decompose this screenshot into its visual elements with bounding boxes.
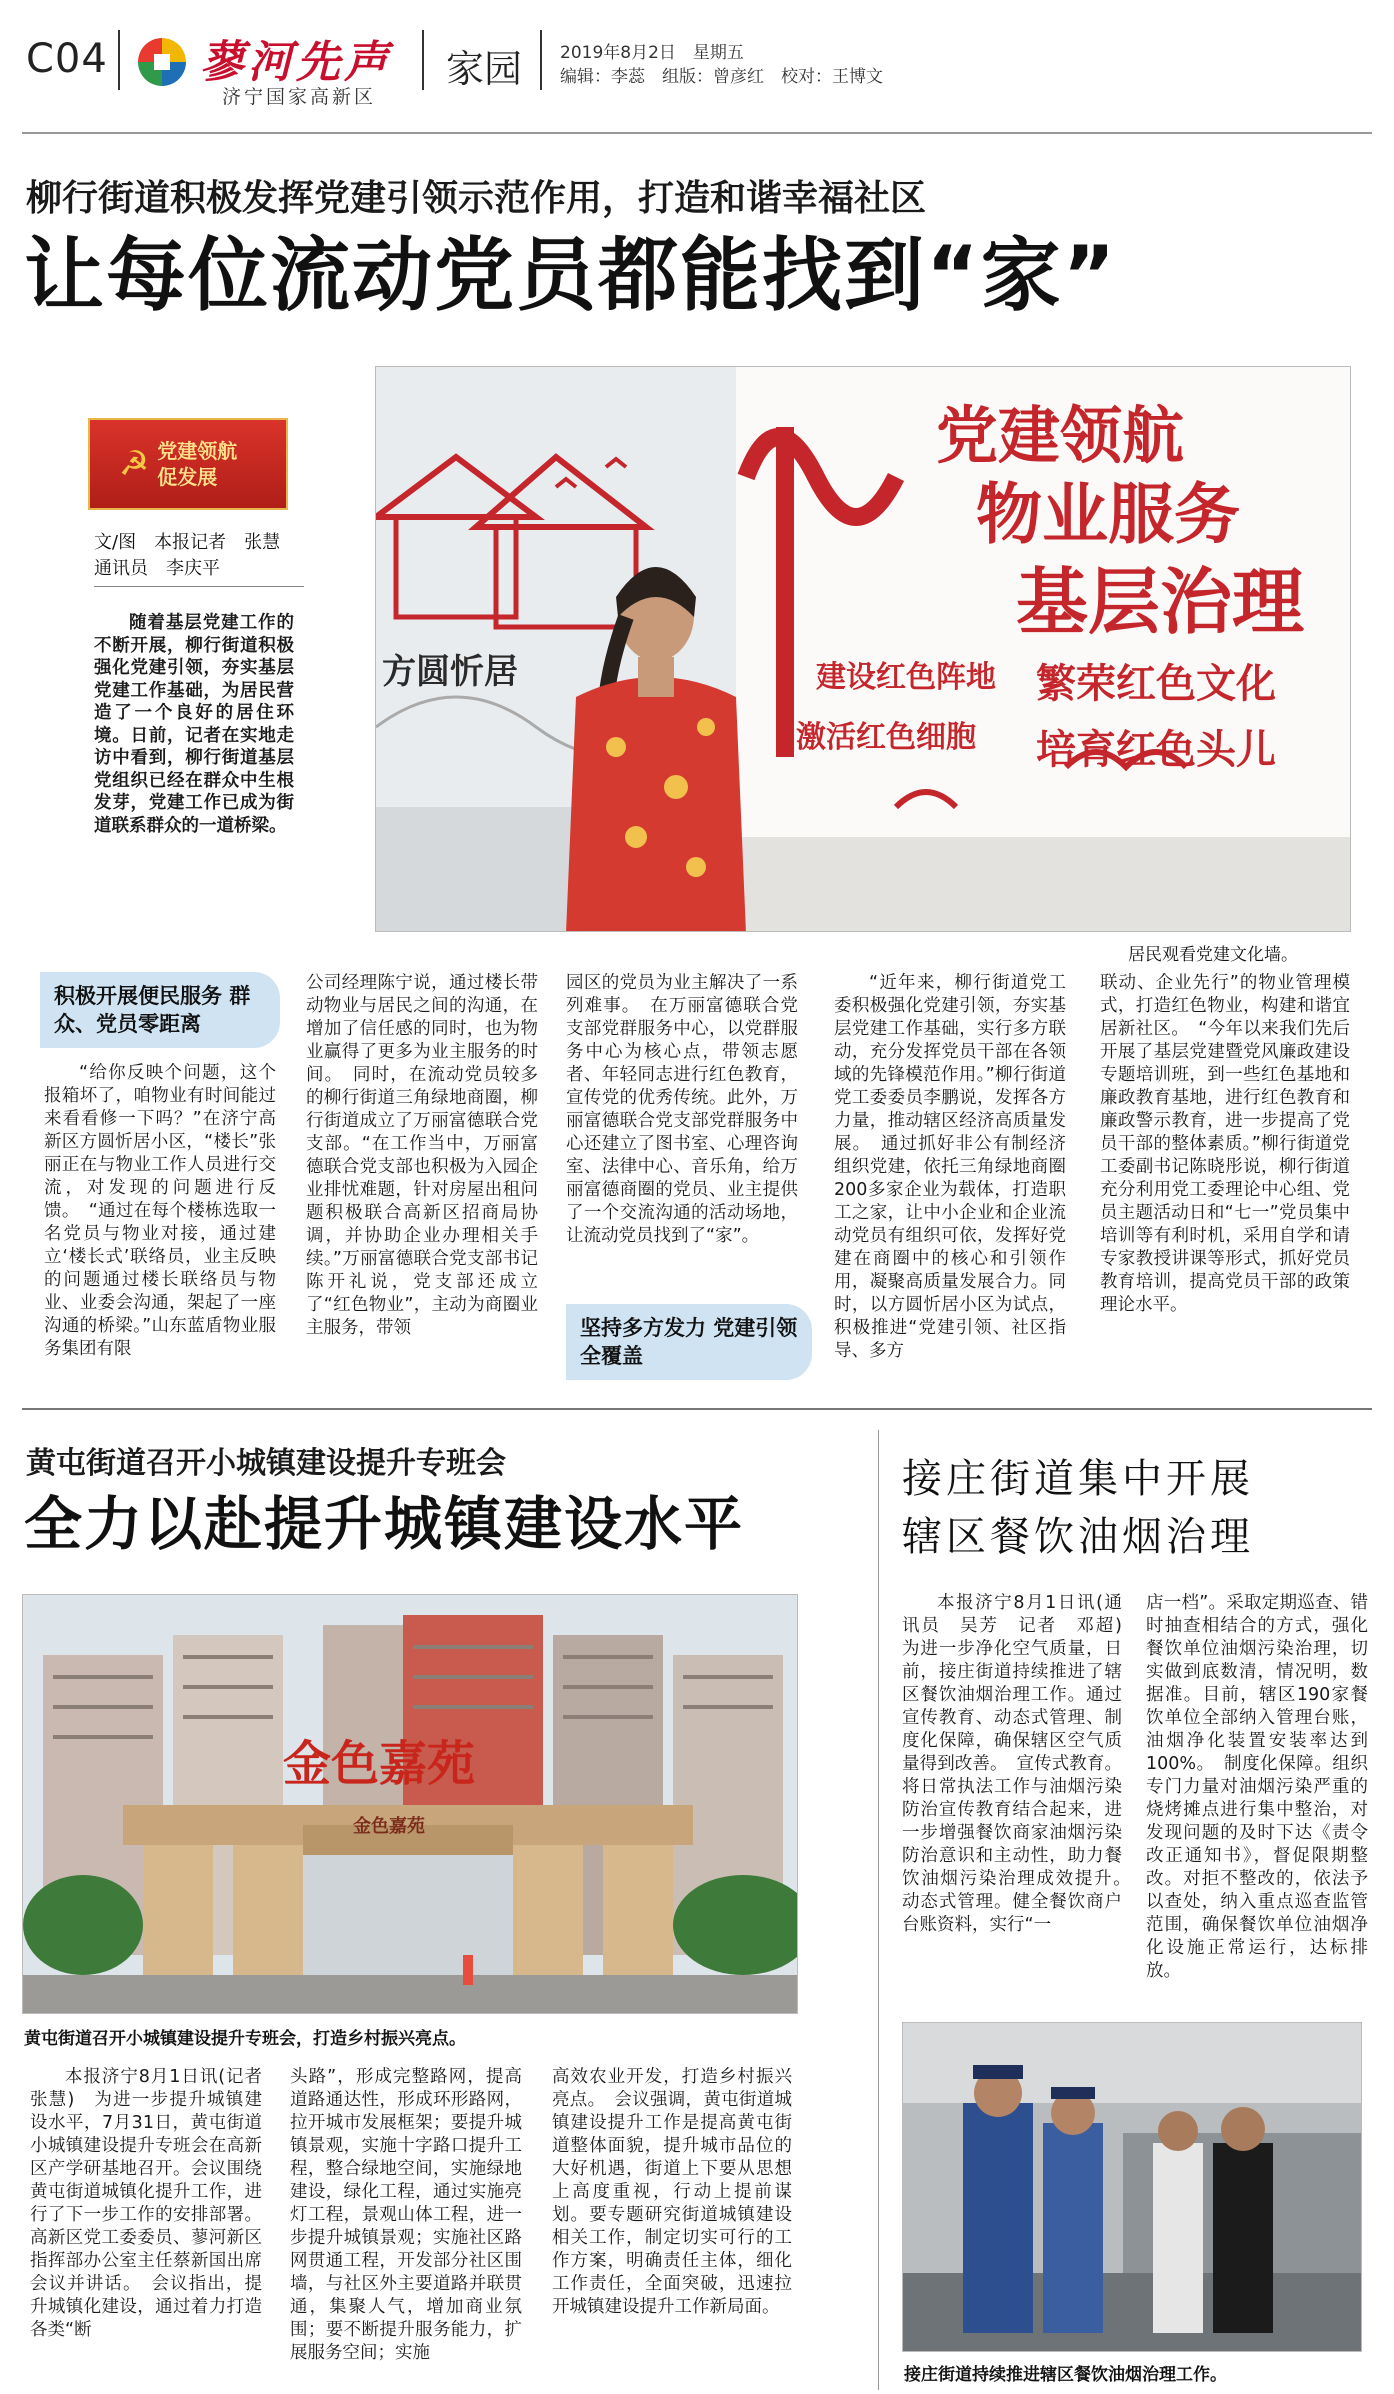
col-text: 店一档”。采取定期巡查、错时抽查相结合的方式，强化餐饮单位油烟污染治理，切实做到底数清，情况明，数据准。目前，辖区190家餐饮单位全部纳入管理台账，油烟净化装置安装率达到100%。 制度化保障。组织专门力量对油烟污染严重的烧烤摊点进行集中整治，对发现问题的及时下达《责令改正通知书》，督促限期整改。对拒不整改的，依法予以查处，纳入重点巡查监管范围，确保餐饮单位油烟净化设施正常运行，达标排放。 [1146, 1593, 1368, 1981]
column-divider [878, 1430, 879, 2390]
newspaper-sub: 济宁国家高新区 [222, 86, 377, 108]
article3-photo-caption: 接庄街道持续推进辖区餐饮油烟治理工作。 [904, 2365, 1227, 2385]
article2-col3 [552, 2066, 792, 2319]
wall-slogan4: 培育红色头儿 [1036, 727, 1276, 773]
wall-slogan3: 激活红色细胞 [796, 720, 976, 755]
article2-kicker: 黄屯街道召开小城镇建设提升专班会 [26, 1446, 506, 1481]
article1-col4 [834, 972, 1066, 1363]
article1-subhead1: 积极开展便民服务 群众、党员零距离 [40, 972, 280, 1048]
photo-party-wall [376, 367, 1351, 932]
article1-col1 [44, 1062, 276, 1361]
headline-line2: 辖区餐饮油烟治理 [902, 1514, 1254, 1560]
article2-headline: 全力以赴提升城镇建设水平 [24, 1490, 745, 1558]
wall-line2: 物业服务 [976, 476, 1240, 553]
article1-col3 [566, 972, 798, 1248]
article1-kicker: 柳行街道积极发挥党建引领示范作用，打造和谐幸福社区 [26, 178, 927, 219]
column-badge [88, 418, 288, 510]
newspaper-brand: 蓼河先声 [200, 37, 392, 88]
col-text: 本报济宁8月1日讯(通讯员 吴芳 记者 邓超) 为进一步净化空气质量，日前，接庄街道持续推进了辖区餐饮油烟治理工作。通过宣传教育、动态式管理、制度化保障，确保辖区空气质量得到改善。 宣传式教育。将日常执法工作与油烟污染防治宣传教育结合起来，进一步增强餐饮商家油烟污染防治意识和主动性，助力餐饮油烟污染治理成效提升。 动态式管理。健全餐饮商户台账资料，实行“一 [902, 1593, 1140, 1935]
article1-subhead2: 坚持多方发力 党建引领全覆盖 [566, 1304, 812, 1380]
column-badge-text: 党建领航 促发展 [157, 439, 238, 489]
issue-date: 2019年8月2日 星期五 [560, 43, 744, 63]
party-emblem-icon: ☭ [118, 444, 150, 484]
section-rule [22, 1408, 1372, 1410]
photo-gate-sign: 金色嘉苑 [353, 1816, 425, 1837]
photo-kitchen-inspection [903, 2023, 1362, 2352]
lead-paragraph: 随着基层党建工作的不断开展，柳行街道积极强化党建引领，夯实基层党建工作基础，为居民营造了一个良好的居住环境。日前，记者在实地走访中看到，柳行街道基层党组织已经在群众中生根发芽，党建工作已成为街道联系群众的一道桥梁。 [94, 613, 294, 836]
wall-slogan2: 繁荣红色文化 [1036, 661, 1276, 707]
masthead-divider [540, 30, 542, 90]
article1-photo [375, 366, 1351, 932]
article2-photo [22, 1594, 798, 2014]
masthead-divider [118, 30, 120, 90]
newspaper-logo-icon [138, 38, 186, 86]
photo-sign-text: 方圆忻居 [382, 652, 518, 692]
article2-col2 [290, 2066, 522, 2365]
col-text: 高效农业开发，打造乡村振兴亮点。 会议强调，黄屯街道城镇建设提升工作是提高黄屯街道整体面貌，提升城市品位的大好机遇，街道上下要从思想上高度重视，行动上提前谋划。要专题研究街道城镇建设相关工作，制定切实可行的工作方案，明确责任主体，细化工作责任，全面突破，迅速拉开城镇建设提升工作新局面。 [552, 2067, 792, 2317]
col-text: “给你反映个问题，这个报箱坏了，咱物业有时间能过来看看修一下吗？”在济宁高新区方圆忻居小区，“楼长”张丽正在与物业工作人员进行交流，对发现的问题进行反馈。 “通过在每个楼栋选取一名党员与物业对接，通过建立‘楼长式’联络员，业主反映的问题通过楼长联络员与物业、业委会沟通，架起了一座沟通的桥梁。”山东蓝盾物业服务集团有限 [44, 1063, 276, 1359]
article1-col5 [1100, 972, 1350, 1317]
wall-slogan1: 建设红色阵地 [816, 660, 996, 695]
article1-lead [94, 612, 294, 837]
article1-headline: 让每位流动党员都能找到“家” [24, 229, 1118, 322]
article1-col2 [306, 972, 538, 1340]
article3-col2 [1146, 1592, 1368, 1983]
section-name: 家园 [446, 47, 523, 91]
page-number: C04 [26, 36, 108, 82]
col-text: 园区的党员为业主解决了一系列难事。 在万丽富德联合党支部党群服务中心，以党群服务中心为核心点，带领志愿者、年轻同志进行红色教育，宣传党的优秀传统。此外，万丽富德联合党支部党群服务中心还建立了图书室、心理咨询室、法律中心、音乐角，给万丽富德商圈的党员、业主提供了一个交流沟通的活动场地，让流动党员找到了“家”。 [566, 973, 798, 1246]
article2-col1 [30, 2066, 280, 2342]
article2-photo-caption: 黄屯街道召开小城镇建设提升专班会，打造乡村振兴亮点。 [24, 2029, 466, 2049]
byline-correspondent: 通讯员 李庆平 [94, 558, 220, 579]
col-text: 公司经理陈宁说，通过楼长带动物业与居民之间的沟通，在增加了信任感的同时，也为物业赢得了更多为业主服务的时间。 同时，在流动党员较多的柳行街道三角绿地商圈，柳行街道成立了万丽富德联合党支部。“在工作当中，万丽富德联合党支部也积极为入园企业排忧难题，针对房屋出租问题积极联合高新区招商局协调，并协助企业办理相关手续。”万丽富德联合党支部书记陈开礼说，党支部还成立了“红色物业”，主动为商圈业主服务，带领 [306, 973, 538, 1338]
headline-line1: 接庄街道集中开展 [902, 1456, 1254, 1502]
wall-line1: 党建领航 [936, 399, 1185, 472]
article1-photo-caption: 居民观看党建文化墙。 [1128, 945, 1298, 965]
col-text: “近年来，柳行街道党工委积极强化党建引领，夯实基层党建工作基础，实行多方联动，充分发挥党员干部在各领域的先锋模范作用。”柳行街道党工委委员李鹏说，发挥各方力量，推动辖区经济高质量发展。 通过抓好非公有制经济组织党建，依托三角绿地商圈200多家企业为载体，打造职工之家，让中小企业和企业流动党员有组织可依，发挥好党建在商圈中的核心和引领作用，凝聚高质量发展合力。同时，以方圆忻居小区为试点，积极推进“党建引领、社区指导、多方 [834, 973, 1066, 1361]
masthead-divider [422, 30, 424, 90]
article1-byline [94, 530, 280, 582]
wall-line3: 基层治理 [1016, 560, 1305, 644]
col-text: 本报济宁8月1日讯(记者 张慧) 为进一步提升城镇建设水平，7月31日，黄屯街道小城镇建设提升专班会在高新区产学研基地召开。会议围绕黄屯街道城镇化提升工作，进行了下一步工作的安排部署。高新区党工委委员、蓼河新区指挥部办公室主任蔡新国出席会议并讲话。 会议指出，提升城镇化建设，通过着力打造各类“断 [30, 2067, 280, 2340]
byline-rule [94, 586, 304, 587]
masthead-rule [22, 132, 1372, 134]
col-text: 联动、企业先行”的物业管理模式，打造红色物业，构建和谐宜居新社区。 “今年以来我们先后开展了基层党建暨党风廉政建设专题培训班，到一些红色基地和廉政教育基地，进行红色教育和廉政警示教育，进一步提高了党员干部的整体素质。”柳行街道党工委副书记陈晓彤说，柳行街道充分利用党工委理论中心组、党员主题活动日和“七一”党员集中培训等有利时机，采用自学和请专家教授讲课等形式，抓好党员教育培训，提高党员干部的政策理论水平。 [1100, 973, 1350, 1315]
byline-reporter: 文/图 本报记者 张慧 [94, 532, 281, 553]
photo-residential-gate [23, 1595, 798, 2014]
article3-col1 [902, 1592, 1140, 1937]
article3-headline [902, 1450, 1254, 1566]
col-text: 头路”，形成完整路网，提高道路通达性，形成环形路网，拉开城市发展框架；要提升城镇景观，实施十字路口提升工程，整合绿地空间，实施绿地建设，绿化工程，通过实施亮灯工程，景观山体工程，进一步提升城镇景观；实施社区路网贯通工程，开发部分社区围墙，与社区外主要道路并联贯通，集聚人气，增加商业氛围；要不断提升服务能力，扩展服务空间；实施 [290, 2067, 522, 2363]
photo-building-sign: 金色嘉苑 [283, 1736, 476, 1792]
masthead [0, 0, 1394, 118]
article3-photo [902, 2022, 1362, 2352]
editors-line: 编辑：李蕊 组版：曾彦红 校对：王博文 [560, 67, 883, 87]
